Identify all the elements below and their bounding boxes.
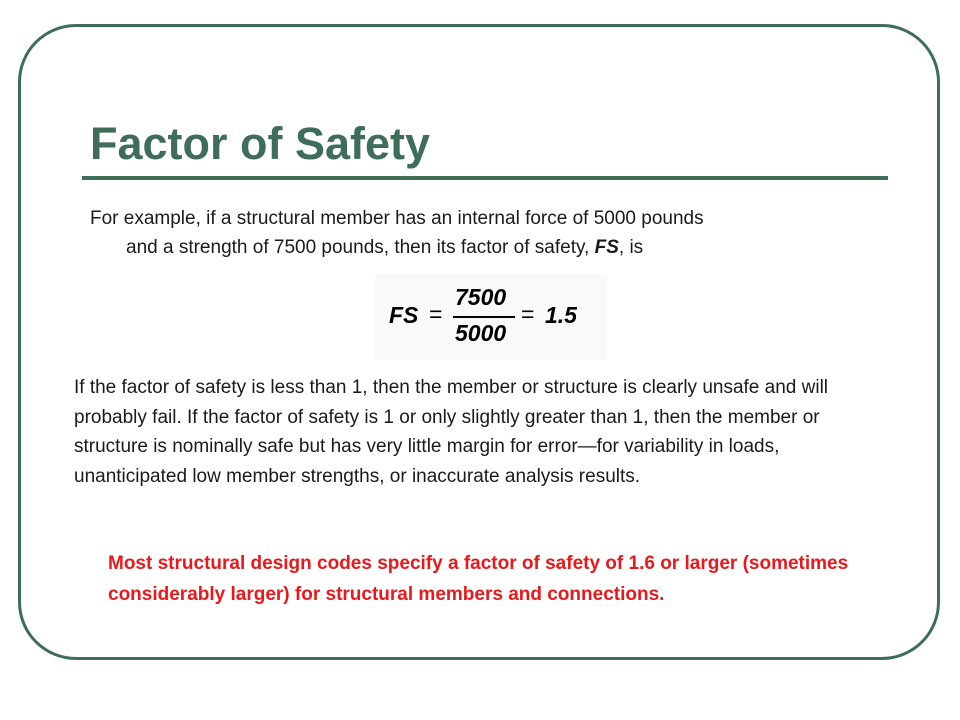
title-underline	[82, 176, 888, 180]
intro-line-2	[90, 233, 880, 262]
formula-equals-sign: =	[429, 301, 443, 327]
explanation-paragraph: If the factor of safety is less than 1, then the member or structure is clearly unsafe and will probably fail. If the factor of safety is 1 or only slightly greater than 1, then the member or structure is nominally safe but has very little margin for error—for variability in loads, unanticipated low member strengths, or inaccurate analysis results.	[74, 377, 829, 487]
intro-text	[90, 204, 880, 262]
formula-equals-sign-2: =	[521, 301, 535, 327]
formula-result: 1.5	[545, 302, 577, 328]
intro-line-2-text: and a strength of 7500 pounds, then its factor of safety,	[126, 237, 595, 258]
intro-line-1: For example, if a structural member has an internal force of 5000 pounds	[90, 208, 704, 229]
formula-numerator: 7500	[455, 284, 507, 310]
formula-fraction-bar	[453, 316, 515, 318]
formula-lhs: FS	[389, 302, 419, 328]
formula-denominator: 5000	[455, 320, 507, 346]
intro-line-2-end: , is	[618, 237, 644, 258]
formula-image	[375, 274, 607, 360]
fs-symbol: FS	[594, 237, 619, 258]
design-code-note: Most structural design codes specify a factor of safety of 1.6 or larger (sometimes considerably larger) for structural members and connections.	[108, 553, 849, 605]
slide-title: Factor of Safety	[90, 118, 431, 169]
